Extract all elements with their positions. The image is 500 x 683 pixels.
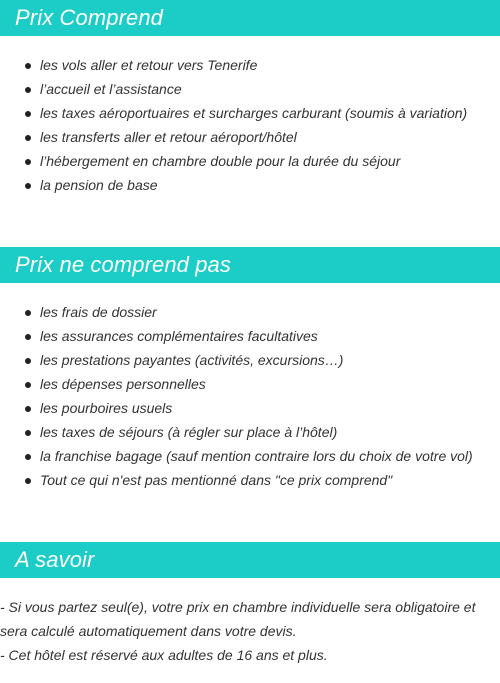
note-line: - Cet hôtel est réservé aux adultes de 16 ans et plus. — [0, 647, 328, 663]
bullet-icon — [25, 454, 31, 460]
list-item: les dépenses personnelles — [0, 372, 500, 396]
section-header-a-savoir — [0, 542, 500, 578]
section-header-prix-comprend — [0, 0, 500, 36]
bullet-icon — [25, 430, 31, 436]
bullet-icon — [25, 135, 31, 141]
list-item: la pension de base — [0, 173, 500, 197]
bullet-icon — [25, 406, 31, 412]
bullet-icon — [25, 478, 31, 484]
list-item: les pourboires usuels — [0, 396, 500, 420]
bullet-icon — [25, 87, 31, 93]
section-title: Prix Comprend — [15, 5, 164, 30]
section-title: Prix ne comprend pas — [15, 252, 231, 277]
included-list — [0, 53, 500, 197]
list-item: les taxes de séjours (à régler sur place à l’hôtel) — [0, 420, 500, 444]
section-header-prix-ne-comprend-pas — [0, 247, 500, 283]
list-item: l’hébergement en chambre double pour la durée du séjour — [0, 149, 500, 173]
section-title: A savoir — [15, 547, 95, 572]
excluded-list — [0, 300, 500, 492]
list-item: les transferts aller et retour aéroport/hôtel — [0, 125, 500, 149]
bullet-icon — [25, 334, 31, 340]
bullet-icon — [25, 358, 31, 364]
list-item: les taxes aéroportuaires et surcharges carburant (soumis à variation) — [0, 101, 500, 125]
list-item: les prestations payantes (activités, excursions…) — [0, 348, 500, 372]
bullet-icon — [25, 111, 31, 117]
list-item: Tout ce qui n'est pas mentionné dans "ce prix comprend" — [0, 468, 500, 492]
list-item: la franchise bagage (sauf mention contraire lors du choix de votre vol) — [0, 444, 500, 468]
list-item: les frais de dossier — [0, 300, 500, 324]
note-line: sera calculé automatiquement dans votre devis. — [0, 623, 297, 639]
bullet-icon — [25, 159, 31, 165]
list-item: l’accueil et l’assistance — [0, 77, 500, 101]
bullet-icon — [25, 382, 31, 388]
bullet-icon — [25, 310, 31, 316]
bullet-icon — [25, 183, 31, 189]
list-item: les assurances complémentaires facultatives — [0, 324, 500, 348]
bullet-icon — [25, 63, 31, 69]
info-note — [0, 595, 500, 667]
list-item: les vols aller et retour vers Tenerife — [0, 53, 500, 77]
note-line: - Si vous partez seul(e), votre prix en chambre individuelle sera obligatoire et — [0, 599, 476, 615]
